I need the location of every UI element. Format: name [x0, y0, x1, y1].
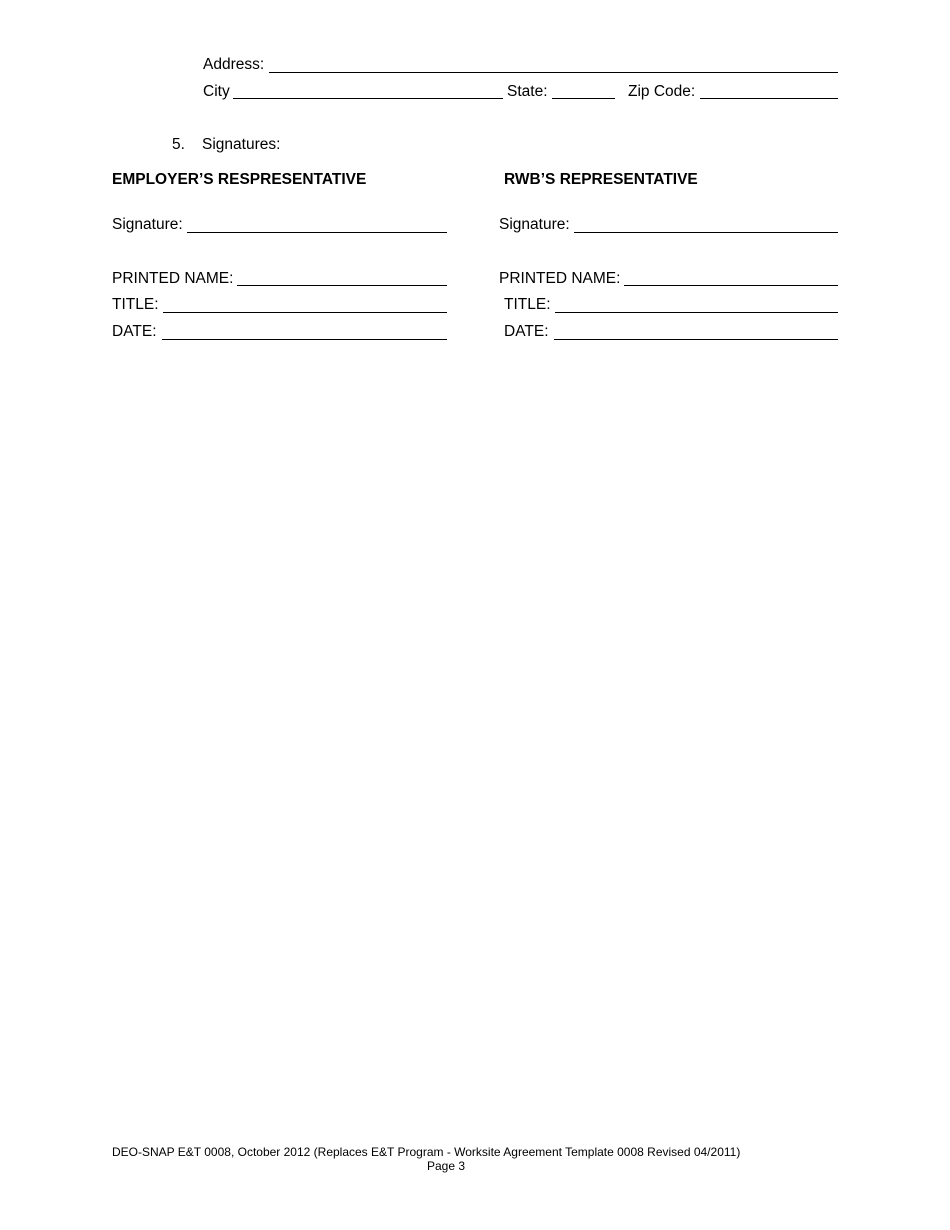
address-field[interactable] [269, 72, 838, 73]
state-label: State: [507, 83, 548, 100]
employer-date-label: DATE: [112, 323, 157, 340]
employer-title-field[interactable] [163, 312, 447, 313]
employer-printed-name-field[interactable] [237, 285, 447, 286]
zip-code-field[interactable] [700, 98, 838, 99]
employer-printed-name-label: PRINTED NAME: [112, 270, 234, 287]
rwb-printed-name-field[interactable] [624, 285, 838, 286]
rwb-signature-label: Signature: [499, 216, 570, 233]
employer-title-label: TITLE: [112, 296, 159, 313]
rwb-date-label: DATE: [504, 323, 549, 340]
city-field[interactable] [233, 98, 503, 99]
city-label: City [203, 83, 230, 100]
employer-signature-field[interactable] [187, 232, 447, 233]
rwb-printed-name-label: PRINTED NAME: [499, 270, 621, 287]
zip-code-label: Zip Code: [628, 83, 696, 100]
rwb-title-field[interactable] [555, 312, 838, 313]
state-field[interactable] [552, 98, 615, 99]
section-title: Signatures: [202, 136, 281, 153]
footer-form-line: DEO-SNAP E&T 0008, October 2012 (Replaces E&T Program - Worksite Agreement Template 0008 Revised 04/2011) [112, 1145, 741, 1159]
rwb-heading: RWB’S REPRESENTATIVE [504, 171, 698, 188]
employer-signature-label: Signature: [112, 216, 183, 233]
footer-page-number: Page 3 [427, 1159, 466, 1173]
section-number: 5. [172, 136, 185, 153]
address-label: Address: [203, 56, 265, 73]
rwb-signature-field[interactable] [574, 232, 838, 233]
employer-date-field[interactable] [162, 339, 447, 340]
employer-heading: EMPLOYER’S RESPRESENTATIVE [112, 171, 367, 188]
rwb-date-field[interactable] [554, 339, 838, 340]
rwb-title-label: TITLE: [504, 296, 551, 313]
